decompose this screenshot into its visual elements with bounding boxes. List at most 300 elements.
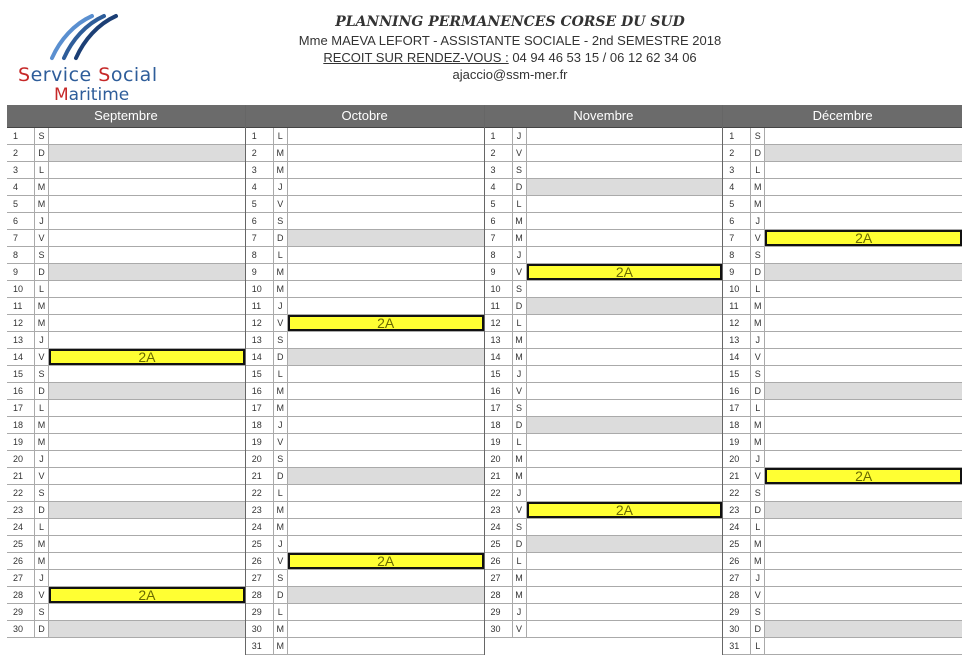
waves-icon — [48, 12, 128, 62]
day-cell — [527, 519, 723, 535]
weekday-letter: J — [751, 451, 765, 467]
weekday-letter: V — [513, 502, 527, 518]
calendar-grid — [7, 105, 962, 655]
day-cell — [765, 519, 962, 535]
day-cell — [765, 281, 962, 297]
day-row — [723, 621, 962, 638]
day-number: 8 — [723, 247, 751, 263]
day-cell — [765, 536, 962, 552]
contact-email: ajaccio@ssm-mer.fr — [452, 67, 568, 82]
day-row — [7, 519, 245, 536]
day-row — [246, 536, 484, 553]
day-cell — [49, 179, 245, 195]
day-cell — [765, 145, 962, 161]
day-number: 15 — [485, 366, 513, 382]
day-row — [485, 434, 723, 451]
day-number: 2 — [246, 145, 274, 161]
day-row — [7, 162, 245, 179]
day-number: 22 — [246, 485, 274, 501]
day-row — [246, 281, 484, 298]
weekday-letter: L — [274, 366, 288, 382]
weekday-letter: S — [35, 128, 49, 144]
day-number: 23 — [485, 502, 513, 518]
day-cell — [765, 298, 962, 314]
day-cell — [765, 604, 962, 620]
weekday-letter: D — [274, 349, 288, 365]
day-cell — [49, 247, 245, 263]
day-cell — [49, 570, 245, 586]
day-cell — [49, 145, 245, 161]
day-number: 19 — [246, 434, 274, 450]
weekday-letter: L — [513, 315, 527, 331]
day-row — [723, 213, 962, 230]
weekday-letter: J — [274, 179, 288, 195]
day-cell — [765, 179, 962, 195]
day-row — [723, 485, 962, 502]
day-row — [7, 315, 245, 332]
weekday-letter: L — [513, 196, 527, 212]
contact-phones — [210, 50, 810, 65]
day-row — [723, 128, 962, 145]
weekday-letter: S — [751, 604, 765, 620]
day-row — [246, 315, 484, 332]
weekday-letter: D — [513, 298, 527, 314]
month-column — [246, 105, 485, 655]
weekday-letter: D — [274, 468, 288, 484]
day-row — [485, 451, 723, 468]
day-row — [246, 417, 484, 434]
day-number: 17 — [246, 400, 274, 416]
day-row — [485, 468, 723, 485]
day-number: 23 — [7, 502, 35, 518]
day-number: 20 — [723, 451, 751, 467]
weekday-letter: J — [751, 332, 765, 348]
logo-text-line2: Maritime — [54, 85, 130, 105]
day-row — [723, 570, 962, 587]
day-row — [7, 502, 245, 519]
day-number: 19 — [485, 434, 513, 450]
day-cell — [765, 128, 962, 144]
permanence-cell: 2A — [288, 315, 484, 331]
day-row — [246, 145, 484, 162]
day-cell — [765, 264, 962, 280]
day-row — [485, 196, 723, 213]
day-cell — [288, 349, 484, 365]
day-row — [723, 145, 962, 162]
day-number: 5 — [7, 196, 35, 212]
weekday-letter: M — [274, 400, 288, 416]
day-number: 11 — [246, 298, 274, 314]
day-number: 5 — [246, 196, 274, 212]
permanence-cell: 2A — [49, 587, 245, 603]
day-row — [246, 553, 484, 570]
day-number: 8 — [246, 247, 274, 263]
day-row — [246, 230, 484, 247]
weekday-letter: M — [751, 315, 765, 331]
day-row — [485, 383, 723, 400]
permanence-cell: 2A — [527, 502, 723, 518]
day-cell — [49, 230, 245, 246]
day-number: 2 — [7, 145, 35, 161]
day-cell — [527, 485, 723, 501]
day-cell — [527, 587, 723, 603]
weekday-letter: J — [513, 604, 527, 620]
day-cell — [288, 451, 484, 467]
day-cell — [527, 315, 723, 331]
day-row — [7, 383, 245, 400]
day-number: 11 — [485, 298, 513, 314]
day-number: 27 — [246, 570, 274, 586]
weekday-letter: D — [274, 230, 288, 246]
day-cell — [288, 128, 484, 144]
weekday-letter: D — [35, 145, 49, 161]
day-number: 2 — [723, 145, 751, 161]
day-cell — [527, 553, 723, 569]
day-number: 21 — [723, 468, 751, 484]
day-number: 19 — [7, 434, 35, 450]
day-number: 3 — [485, 162, 513, 178]
day-cell — [49, 213, 245, 229]
day-row — [485, 485, 723, 502]
day-number: 6 — [246, 213, 274, 229]
day-number: 1 — [485, 128, 513, 144]
weekday-letter: M — [751, 298, 765, 314]
day-cell — [527, 349, 723, 365]
day-row — [485, 400, 723, 417]
day-cell — [527, 128, 723, 144]
logo-text-line1: Service Social — [18, 64, 158, 86]
day-cell — [527, 536, 723, 552]
day-cell — [49, 383, 245, 399]
day-number: 28 — [7, 587, 35, 603]
weekday-letter: M — [35, 298, 49, 314]
day-number: 16 — [246, 383, 274, 399]
day-cell — [288, 417, 484, 433]
day-row — [246, 128, 484, 145]
day-cell — [765, 315, 962, 331]
day-cell — [527, 196, 723, 212]
month-header: Novembre — [485, 105, 723, 128]
day-number: 15 — [7, 366, 35, 382]
day-row — [7, 553, 245, 570]
day-cell — [288, 485, 484, 501]
day-row — [246, 485, 484, 502]
permanence-cell: 2A — [765, 468, 962, 484]
day-number: 14 — [7, 349, 35, 365]
day-cell — [527, 621, 723, 637]
day-number: 26 — [7, 553, 35, 569]
day-row — [723, 179, 962, 196]
day-number: 30 — [485, 621, 513, 637]
day-number: 4 — [7, 179, 35, 195]
day-row — [246, 400, 484, 417]
day-number: 29 — [723, 604, 751, 620]
day-cell — [288, 213, 484, 229]
weekday-letter: V — [35, 349, 49, 365]
weekday-letter: M — [751, 179, 765, 195]
weekday-letter: J — [513, 366, 527, 382]
day-cell — [288, 536, 484, 552]
day-cell — [288, 264, 484, 280]
day-number: 23 — [723, 502, 751, 518]
day-number: 9 — [723, 264, 751, 280]
day-cell — [288, 587, 484, 603]
day-number: 3 — [723, 162, 751, 178]
weekday-letter: M — [513, 451, 527, 467]
day-cell — [765, 400, 962, 416]
month-column — [7, 105, 246, 655]
weekday-letter: D — [751, 621, 765, 637]
weekday-letter: L — [35, 281, 49, 297]
weekday-letter: S — [274, 451, 288, 467]
day-cell — [527, 366, 723, 382]
day-row — [485, 230, 723, 247]
day-cell — [765, 570, 962, 586]
day-number: 18 — [485, 417, 513, 433]
day-cell — [288, 196, 484, 212]
day-number: 18 — [246, 417, 274, 433]
weekday-letter: L — [751, 638, 765, 654]
day-row — [723, 315, 962, 332]
weekday-letter: D — [751, 383, 765, 399]
logo — [8, 10, 178, 105]
day-number: 11 — [7, 298, 35, 314]
weekday-letter: J — [513, 128, 527, 144]
day-cell — [288, 638, 484, 654]
day-cell — [527, 383, 723, 399]
weekday-letter: M — [35, 179, 49, 195]
weekday-letter: V — [751, 468, 765, 484]
day-row — [485, 587, 723, 604]
day-row — [723, 281, 962, 298]
day-cell — [288, 621, 484, 637]
day-row — [246, 196, 484, 213]
weekday-letter: S — [513, 281, 527, 297]
weekday-letter: V — [513, 264, 527, 280]
day-cell — [288, 383, 484, 399]
weekday-letter: L — [751, 281, 765, 297]
day-number: 16 — [7, 383, 35, 399]
day-row — [246, 162, 484, 179]
weekday-letter: V — [513, 383, 527, 399]
day-cell — [288, 502, 484, 518]
day-number: 6 — [723, 213, 751, 229]
weekday-letter: J — [274, 298, 288, 314]
day-cell — [288, 179, 484, 195]
weekday-letter: D — [513, 536, 527, 552]
day-number: 20 — [485, 451, 513, 467]
weekday-letter: L — [274, 128, 288, 144]
weekday-letter: J — [751, 213, 765, 229]
weekday-letter: M — [274, 383, 288, 399]
day-number: 26 — [723, 553, 751, 569]
day-row — [246, 519, 484, 536]
weekday-letter: M — [274, 621, 288, 637]
day-cell — [527, 468, 723, 484]
day-row — [485, 281, 723, 298]
day-number: 15 — [246, 366, 274, 382]
weekday-letter: M — [274, 519, 288, 535]
day-cell — [288, 604, 484, 620]
day-cell — [765, 162, 962, 178]
day-row — [7, 128, 245, 145]
day-cell — [288, 332, 484, 348]
day-row — [485, 264, 723, 281]
day-row — [7, 621, 245, 638]
weekday-letter: D — [751, 264, 765, 280]
weekday-letter: L — [274, 485, 288, 501]
weekday-letter: L — [35, 519, 49, 535]
day-row — [723, 468, 962, 485]
day-cell — [527, 570, 723, 586]
day-row — [246, 434, 484, 451]
weekday-letter: S — [35, 485, 49, 501]
day-number: 26 — [485, 553, 513, 569]
page-header — [210, 14, 810, 82]
day-cell — [49, 604, 245, 620]
weekday-letter: M — [274, 264, 288, 280]
day-cell — [765, 587, 962, 603]
day-cell — [765, 553, 962, 569]
weekday-letter: L — [751, 519, 765, 535]
day-number: 3 — [246, 162, 274, 178]
day-cell — [765, 247, 962, 263]
day-number: 31 — [723, 638, 751, 654]
day-number: 29 — [485, 604, 513, 620]
day-cell — [765, 621, 962, 637]
day-number: 21 — [7, 468, 35, 484]
day-number: 18 — [7, 417, 35, 433]
day-number: 28 — [246, 587, 274, 603]
weekday-letter: V — [274, 553, 288, 569]
day-row — [485, 519, 723, 536]
day-row — [723, 196, 962, 213]
weekday-letter: S — [35, 247, 49, 263]
weekday-letter: J — [751, 570, 765, 586]
weekday-letter: V — [35, 587, 49, 603]
weekday-letter: V — [274, 434, 288, 450]
weekday-letter: S — [751, 247, 765, 263]
weekday-letter: V — [751, 230, 765, 246]
day-row — [485, 604, 723, 621]
weekday-letter: M — [274, 145, 288, 161]
day-row — [485, 179, 723, 196]
day-number: 17 — [7, 400, 35, 416]
day-cell — [765, 638, 962, 654]
day-number: 5 — [485, 196, 513, 212]
day-row — [7, 366, 245, 383]
day-row — [7, 451, 245, 468]
day-row — [723, 332, 962, 349]
day-number: 6 — [7, 213, 35, 229]
permanence-cell: 2A — [765, 230, 962, 246]
day-cell — [49, 485, 245, 501]
weekday-letter: J — [35, 451, 49, 467]
weekday-letter: S — [274, 213, 288, 229]
day-cell — [527, 298, 723, 314]
day-cell — [49, 128, 245, 144]
day-row — [485, 145, 723, 162]
day-number: 24 — [246, 519, 274, 535]
day-number: 12 — [723, 315, 751, 331]
day-number: 14 — [723, 349, 751, 365]
weekday-letter: D — [35, 264, 49, 280]
day-number: 28 — [485, 587, 513, 603]
day-number: 9 — [485, 264, 513, 280]
day-row — [246, 298, 484, 315]
day-cell — [527, 417, 723, 433]
day-cell — [765, 349, 962, 365]
day-number: 25 — [7, 536, 35, 552]
day-number: 4 — [485, 179, 513, 195]
weekday-letter: L — [274, 247, 288, 263]
day-cell — [49, 621, 245, 637]
day-cell — [49, 264, 245, 280]
day-number: 22 — [485, 485, 513, 501]
day-row — [723, 536, 962, 553]
month-column — [485, 105, 724, 655]
day-number: 15 — [723, 366, 751, 382]
day-cell — [765, 417, 962, 433]
day-row — [7, 213, 245, 230]
day-number: 10 — [7, 281, 35, 297]
month-header: Septembre — [7, 105, 245, 128]
day-cell — [288, 570, 484, 586]
day-number: 22 — [723, 485, 751, 501]
day-row — [7, 536, 245, 553]
day-number: 16 — [485, 383, 513, 399]
day-number: 8 — [7, 247, 35, 263]
day-number: 31 — [246, 638, 274, 654]
day-cell — [288, 281, 484, 297]
day-row — [485, 553, 723, 570]
day-number: 8 — [485, 247, 513, 263]
day-row — [485, 417, 723, 434]
weekday-letter: J — [35, 570, 49, 586]
weekday-letter: M — [751, 196, 765, 212]
day-cell — [765, 451, 962, 467]
weekday-letter: V — [35, 230, 49, 246]
weekday-letter: L — [274, 604, 288, 620]
weekday-letter: D — [35, 621, 49, 637]
day-cell — [527, 332, 723, 348]
weekday-letter: L — [513, 434, 527, 450]
day-row — [723, 264, 962, 281]
weekday-letter: J — [274, 536, 288, 552]
day-number: 4 — [246, 179, 274, 195]
day-row — [723, 502, 962, 519]
day-number: 14 — [246, 349, 274, 365]
day-number: 17 — [723, 400, 751, 416]
day-number: 12 — [485, 315, 513, 331]
day-cell — [49, 468, 245, 484]
day-row — [485, 536, 723, 553]
day-row — [485, 502, 723, 519]
day-row — [246, 247, 484, 264]
permanence-cell: 2A — [288, 553, 484, 569]
day-row — [723, 553, 962, 570]
day-cell — [49, 519, 245, 535]
day-row — [723, 604, 962, 621]
day-number: 16 — [723, 383, 751, 399]
weekday-letter: S — [751, 366, 765, 382]
day-number: 13 — [723, 332, 751, 348]
weekday-letter: M — [751, 434, 765, 450]
day-row — [246, 587, 484, 604]
day-row — [246, 179, 484, 196]
day-row — [7, 145, 245, 162]
weekday-letter: M — [35, 315, 49, 331]
